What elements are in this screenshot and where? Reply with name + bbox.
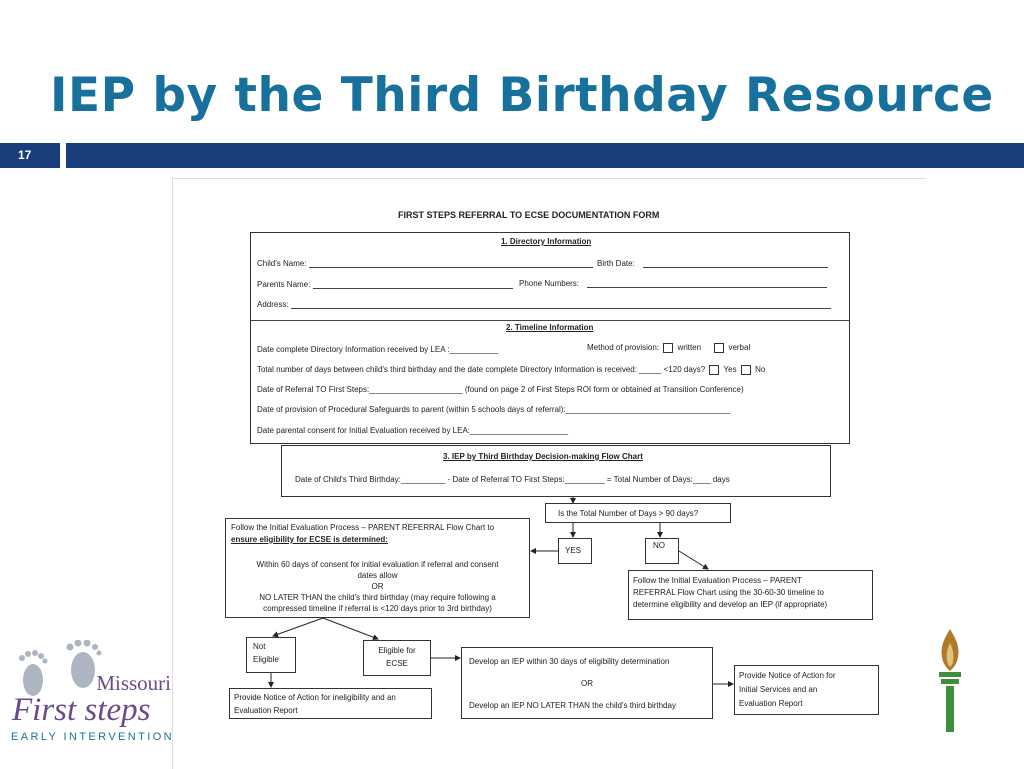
logo-missouri: Missouri	[96, 671, 171, 695]
procedural-text: Date of provision of Procedural Safeguards to parent (within 5 schools days of referral):_____________________________________	[257, 405, 731, 414]
parents-name-label: Parents Name:	[257, 280, 311, 289]
notice-inelig-line-1: Provide Notice of Action for ineligibility and an	[234, 693, 396, 702]
develop-line-2: Develop an IEP NO LATER THAN the child's third birthday	[469, 701, 676, 710]
date-referral-text: Date of Referral TO First Steps:_____________________ (found on page 2 of First Steps ROI form or obtained at Transition Conference)	[257, 385, 744, 394]
slide-number: 17	[0, 143, 60, 168]
section-3-heading: 3. IEP by Third Birthday Decision-making Flow Chart	[443, 452, 643, 461]
left-box-line-3: Within 60 days of consent for initial evaluation if referral and consent	[256, 560, 499, 569]
section-1-heading: 1. Directory Information	[501, 237, 592, 246]
left-box-line-6: NO LATER THAN the child's third birthday (may require following a	[259, 593, 496, 602]
address-label: Address:	[257, 300, 289, 309]
notice-initial-line-1: Provide Notice of Action for	[739, 671, 836, 680]
arrow-no-to-right	[679, 551, 708, 569]
torch-icon	[930, 625, 970, 735]
birth-date-label: Birth Date:	[597, 259, 635, 268]
right-box-line-2: REFERRAL Flow Chart using the 30-60-30 timeline to	[633, 588, 824, 597]
yes-text: YES	[565, 546, 582, 555]
date-complete-text: Date complete Directory Information received by LEA :___________	[257, 345, 499, 354]
flow-arrows	[173, 179, 926, 769]
form-title: FIRST STEPS REFERRAL TO ECSE DOCUMENTATION FORM	[398, 210, 660, 220]
phone-numbers-label: Phone Numbers:	[519, 279, 580, 288]
notice-initial-line-2: Initial Services and an	[739, 685, 818, 694]
left-box-line-7: compressed timeline if referral is <120 days prior to 3rd birthday)	[263, 604, 492, 613]
left-box-line-2: ensure eligibility for ECSE is determined:	[231, 535, 388, 544]
eligible-line-2: ECSE	[386, 659, 408, 668]
no-label: No	[755, 365, 766, 375]
missouri-first-steps-logo	[8, 640, 176, 745]
left-box-line-5: OR	[371, 582, 384, 591]
header-bar	[66, 143, 1024, 168]
question-text: Is the Total Number of Days > 90 days?	[558, 509, 699, 518]
verbal-label: verbal	[728, 343, 751, 353]
logo-first-steps: First steps	[12, 692, 151, 728]
notice-inelig-line-2: Evaluation Report	[234, 706, 298, 715]
section-2-heading: 2. Timeline Information	[506, 323, 594, 332]
develop-or: OR	[581, 679, 593, 688]
footprints-icon	[8, 640, 176, 745]
formula-text: Date of Child's Third Birthday:__________ - Date of Referral TO First Steps:_________ = Total Number of Days:____ days	[295, 475, 730, 484]
childs-name-label: Child's Name:	[257, 259, 307, 268]
slide-title: IEP by the Third Birthday Resource	[50, 68, 994, 123]
not-eligible-line-2: Eligible	[253, 655, 279, 664]
right-box-line-3: determine eligibility and develop an IEP (if appropriate)	[633, 600, 828, 609]
consent-text: Date parental consent for Initial Evaluation received by LEA:______________________	[257, 426, 568, 435]
total-days-text: Total number of days between child's third birthday and the date complete Directory Information is received: _____ <120 days?	[257, 365, 706, 375]
arrow-to-not-eligible	[273, 618, 323, 636]
develop-line-1: Develop an IEP within 30 days of eligibility determination	[469, 657, 670, 666]
arrow-to-eligible	[323, 618, 378, 639]
notice-initial-line-3: Evaluation Report	[739, 699, 803, 708]
left-box-line-1: Follow the Initial Evaluation Process – PARENT REFERRAL Flow Chart to	[231, 523, 495, 532]
logo-early-intervention: EARLY INTERVENTION	[11, 731, 175, 743]
left-box-line-4: dates allow	[357, 571, 398, 580]
method-label: Method of provision:	[587, 343, 660, 353]
no-text: NO	[653, 541, 665, 550]
right-box-line-1: Follow the Initial Evaluation Process – PARENT	[633, 576, 802, 585]
yes-label: Yes	[723, 365, 737, 375]
form-document	[172, 178, 926, 769]
not-eligible-line-1: Not	[253, 642, 266, 651]
written-label: written	[677, 343, 702, 353]
eligible-line-1: Eligible for	[378, 646, 416, 655]
